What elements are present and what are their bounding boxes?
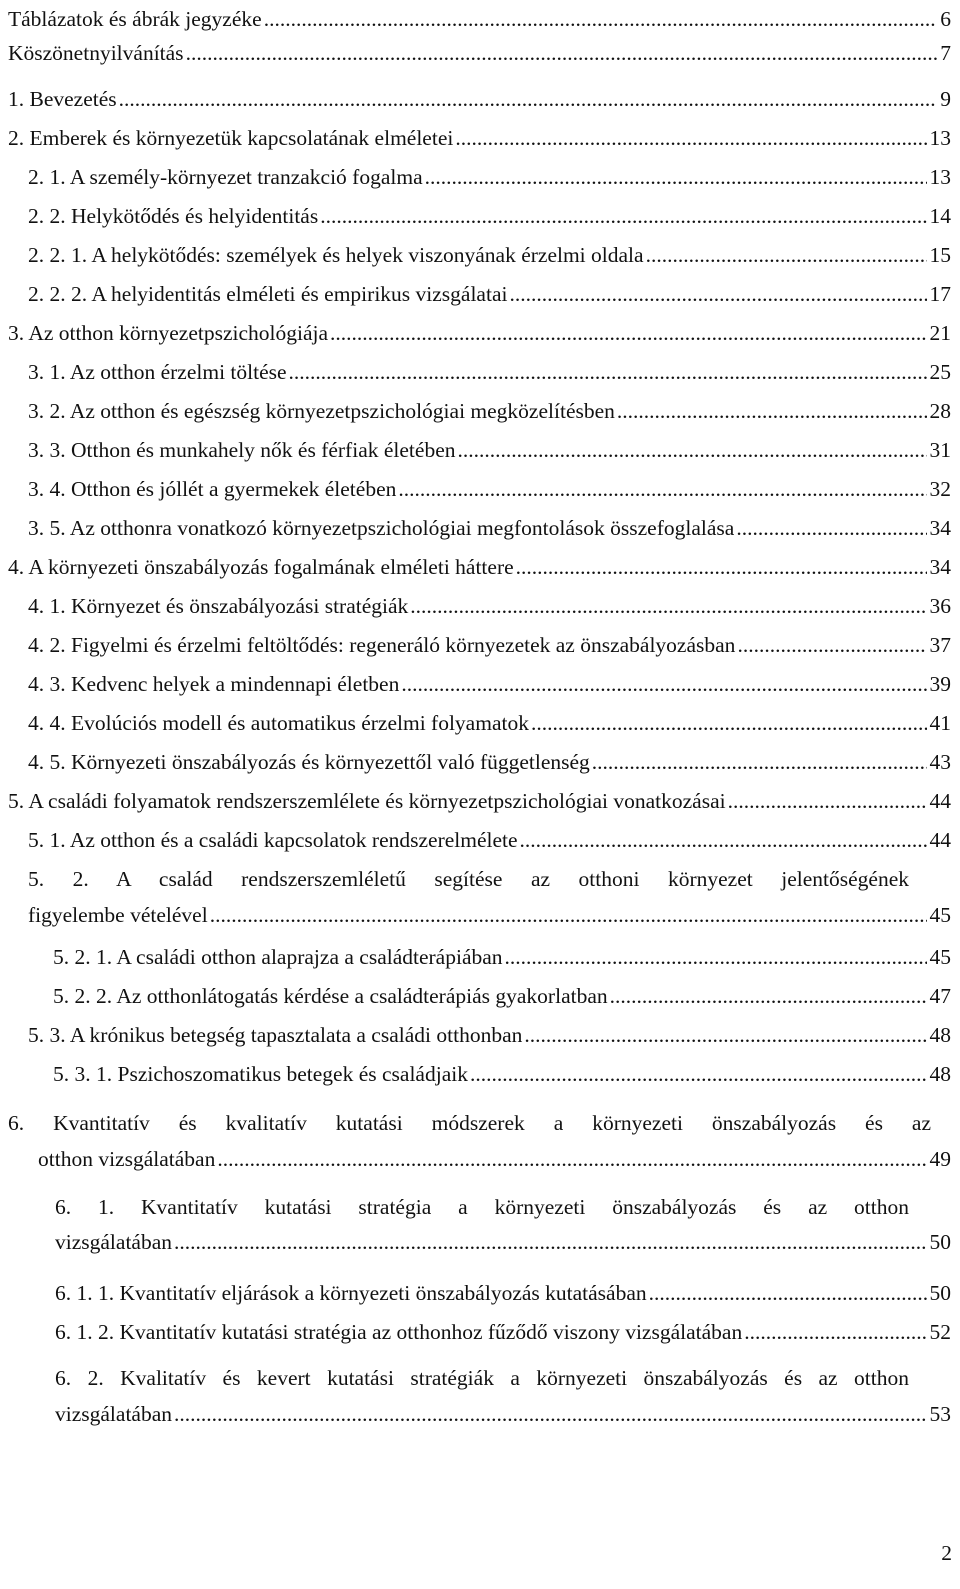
toc-leader-dots — [217, 1146, 926, 1172]
toc-leader-dots — [737, 632, 926, 658]
toc-entry-title: 3. 3. Otthon és munkahely nők és férfiak életében — [28, 438, 456, 462]
toc-entry-title: figyelembe vételével — [28, 903, 208, 927]
toc-entry-page: 37 — [929, 633, 951, 657]
toc-entry-title: Köszönetnyilvánítás — [8, 41, 184, 65]
toc-entry-page: 52 — [929, 1320, 951, 1344]
toc-leader-dots — [210, 902, 927, 928]
toc-entry-page: 32 — [929, 477, 951, 501]
toc-entry-page: 43 — [929, 750, 951, 774]
toc-leader-dots — [728, 788, 927, 814]
toc-leader-dots — [457, 437, 926, 463]
toc-entry-page: 34 — [929, 555, 951, 579]
toc-leader-dots — [520, 827, 927, 853]
toc-entry-page: 45 — [929, 945, 951, 969]
toc-leader-dots — [320, 203, 926, 229]
toc-entry-title: 2. Emberek és környezetük kapcsolatának elméletei — [8, 126, 454, 150]
toc-entry-title: Táblázatok és ábrák jegyzéke — [8, 7, 262, 31]
toc-entry-page: 9 — [940, 87, 951, 111]
toc-entry-title: 5. 3. 1. Pszichoszomatikus betegek és családjaik — [53, 1062, 468, 1086]
page-number: 2 — [941, 1541, 952, 1565]
toc-entry-page: 45 — [929, 903, 951, 927]
toc-leader-dots — [524, 1022, 926, 1048]
toc-entry-page: 13 — [929, 165, 951, 189]
toc-entry-title: 4. 4. Evolúciós modell és automatikus érzelmi folyamatok — [28, 711, 529, 735]
toc-entry-title: 3. Az otthon környezetpszichológiája — [8, 321, 329, 345]
toc-entry-title: 5. 2. 1. A családi otthon alaprajza a családterápiában — [53, 945, 503, 969]
toc-entry-page: 25 — [929, 360, 951, 384]
toc-entry-title: 4. 3. Kedvenc helyek a mindennapi életben — [28, 672, 400, 696]
toc-entry-page: 34 — [929, 516, 951, 540]
toc-leader-dots — [617, 398, 927, 424]
toc-entry-title: otthon vizsgálatában — [38, 1147, 216, 1171]
toc-entry-page: 21 — [929, 321, 951, 345]
toc-leader-dots — [505, 944, 927, 970]
toc-entry-title-line: 6. 1. Kvantitatív kutatási stratégia a környezeti önszabályozás és az otthon — [55, 1195, 909, 1219]
toc-entry-page: 48 — [929, 1062, 951, 1086]
toc-leader-dots — [119, 86, 938, 112]
toc-leader-dots — [330, 320, 926, 346]
toc-leader-dots — [289, 359, 927, 385]
toc-entry-page: 41 — [929, 711, 951, 735]
toc-entry-title: 4. 2. Figyelmi és érzelmi feltöltődés: regeneráló környezetek az önszabályozásban — [28, 633, 736, 657]
toc-entry-page: 47 — [929, 984, 951, 1008]
toc-entry-page: 53 — [929, 1402, 951, 1426]
toc-entry-title: 5. 3. A krónikus betegség tapasztalata a családi otthonban — [28, 1023, 523, 1047]
toc-entry-page: 48 — [929, 1023, 951, 1047]
toc-entry-title: 2. 2. Helykötődés és helyidentitás — [28, 204, 319, 228]
toc-entry-page: 39 — [929, 672, 951, 696]
toc-entry-title: 5. 1. Az otthon és a családi kapcsolatok rendszerelmélete — [28, 828, 518, 852]
toc-entry-title: 5. 2. 2. Az otthonlátogatás kérdése a családterápiás gyakorlatban — [53, 984, 608, 1008]
toc-entry-title: 4. A környezeti önszabályozás fogalmának elméleti háttere — [8, 555, 514, 579]
toc-entry-title: 2. 2. 1. A helykötődés: személyek és helyek viszonyának érzelmi oldala — [28, 243, 644, 267]
toc-leader-dots — [401, 671, 926, 697]
toc-leader-dots — [398, 476, 926, 502]
toc-entry-page: 31 — [929, 438, 951, 462]
toc-leader-dots — [592, 749, 927, 775]
toc-leader-dots — [425, 164, 927, 190]
toc-leader-dots — [174, 1401, 926, 1427]
toc-entry-title: 4. 1. Környezet és önszabályozási stratégiák — [28, 594, 409, 618]
toc-leader-dots — [186, 40, 938, 66]
toc-entry-page: 49 — [929, 1147, 951, 1171]
toc-leader-dots — [610, 983, 927, 1009]
toc-leader-dots — [410, 593, 926, 619]
toc-entry-title: 1. Bevezetés — [8, 87, 117, 111]
toc-entry-title-line: 6. Kvantitatív és kvalitatív kutatási módszerek a környezeti önszabályozás és az — [8, 1111, 931, 1135]
toc-entry-title-line: 5. 2. A család rendszerszemléletű segítése az otthoni környezet jelentőségének — [28, 867, 909, 891]
toc-entry-title: 3. 1. Az otthon érzelmi töltése — [28, 360, 287, 384]
toc-entry-page: 36 — [929, 594, 951, 618]
toc-leader-dots — [509, 281, 926, 307]
toc-leader-dots — [264, 6, 938, 32]
toc-entry-title: vizsgálatában — [55, 1230, 173, 1254]
toc-entry-page: 44 — [929, 828, 951, 852]
toc-entry-page: 44 — [929, 789, 951, 813]
toc-entry-page: 13 — [929, 126, 951, 150]
toc-leader-dots — [470, 1061, 927, 1087]
toc-entry-page: 17 — [929, 282, 951, 306]
toc-entry-title-line: 6. 2. Kvalitatív és kevert kutatási stratégiák a környezeti önszabályozás és az otthon — [55, 1366, 909, 1390]
toc-entry-page: 14 — [929, 204, 951, 228]
toc-leader-dots — [649, 1280, 927, 1306]
toc-entry-page: 6 — [940, 7, 951, 31]
toc-entry-page: 28 — [929, 399, 951, 423]
toc-leader-dots — [516, 554, 927, 580]
toc-entry-page: 7 — [940, 41, 951, 65]
toc-entry-title: 6. 1. 2. Kvantitatív kutatási stratégia az otthonhoz fűződő viszony vizsgálatában — [55, 1320, 743, 1344]
toc-entry-title: 6. 1. 1. Kvantitatív eljárások a környezeti önszabályozás kutatásában — [55, 1281, 647, 1305]
toc-entry-title: 2. 1. A személy-környezet tranzakció fogalma — [28, 165, 423, 189]
toc-entry-title: 3. 5. Az otthonra vonatkozó környezetpszichológiai megfontolások összefoglalása — [28, 516, 735, 540]
toc-leader-dots — [744, 1319, 926, 1345]
toc-entry-title: 3. 4. Otthon és jóllét a gyermekek életében — [28, 477, 397, 501]
toc-leader-dots — [174, 1229, 926, 1255]
toc-entry-page: 15 — [929, 243, 951, 267]
toc-entry-page: 50 — [929, 1281, 951, 1305]
toc-entry-title: 3. 2. Az otthon és egészség környezetpszichológiai megközelítésben — [28, 399, 615, 423]
toc-leader-dots — [646, 242, 927, 268]
toc-entry-title: 2. 2. 2. A helyidentitás elméleti és empirikus vizsgálatai — [28, 282, 508, 306]
toc-entry-title: 5. A családi folyamatok rendszerszemlélete és környezetpszichológiai vonatkozásai — [8, 789, 726, 813]
toc-leader-dots — [531, 710, 927, 736]
toc-entry-title: 4. 5. Környezeti önszabályozás és környezettől való függetlenség — [28, 750, 590, 774]
toc-entry-page: 50 — [929, 1230, 951, 1254]
toc-leader-dots — [736, 515, 926, 541]
toc-leader-dots — [455, 125, 926, 151]
toc-entry-title: vizsgálatában — [55, 1402, 173, 1426]
